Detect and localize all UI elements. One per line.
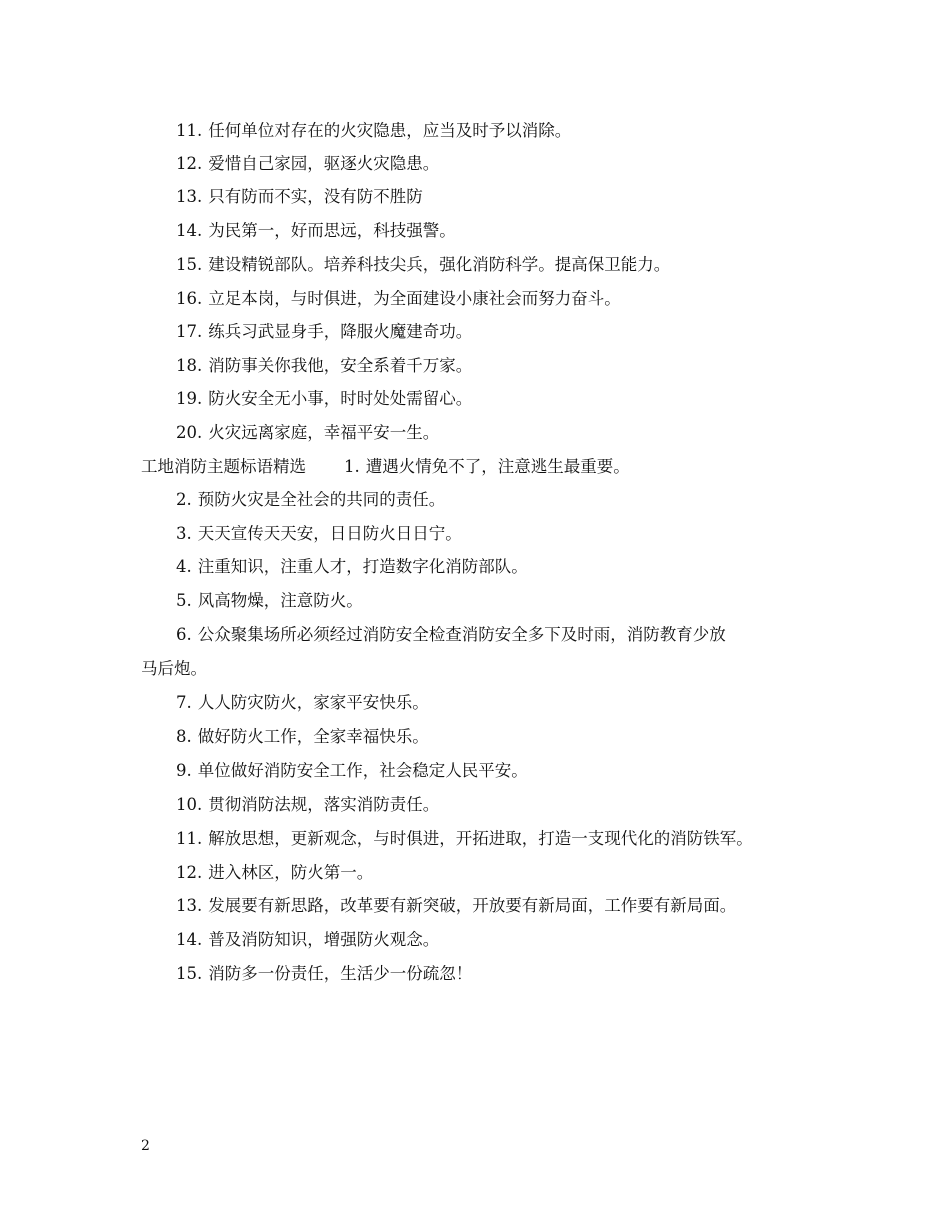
- item-number: 6.: [176, 625, 192, 644]
- item-text: 火灾远离家庭，幸福平安一生。: [208, 423, 440, 442]
- item-text: 单位做好消防安全工作，社会稳定人民平安。: [197, 761, 528, 780]
- list-item: [176, 356, 472, 376]
- item-text: 为民第一，好而思远，科技强警。: [208, 221, 456, 240]
- item-text: 风高物燥，注意防火。: [197, 591, 363, 610]
- list-item: [176, 289, 621, 309]
- item-text: 普及消防知识，增强防火观念。: [208, 930, 440, 949]
- item-number: 7.: [176, 693, 192, 712]
- list-item: [176, 693, 429, 713]
- list-item: [176, 863, 373, 883]
- section-heading-line: [141, 457, 630, 477]
- item-text: 公众聚集场所必须经过消防安全检查消防安全多下及时雨，消防教育少放: [197, 625, 726, 644]
- item-text: 消防事关你我他，安全系着千万家。: [208, 356, 473, 375]
- list-item-continuation: 马后炮。: [141, 659, 207, 678]
- item-text: 练兵习武显身手，降服火魔建奇功。: [208, 322, 473, 341]
- item-number: 20.: [176, 423, 203, 442]
- item-number: 13.: [176, 187, 203, 206]
- list-item: [176, 322, 472, 342]
- item-text: 贯彻消防法规，落实消防责任。: [208, 795, 440, 814]
- item-text: 预防火灾是全社会的共同的责任。: [197, 490, 446, 509]
- item-text: 立足本岗，与时俱进，为全面建设小康社会而努力奋斗。: [208, 289, 621, 308]
- item-number: 15.: [176, 964, 203, 983]
- list-item: [176, 255, 670, 275]
- list-item: [176, 896, 736, 916]
- item-text: 防火安全无小事，时时处处需留心。: [208, 389, 473, 408]
- item-number: 5.: [176, 591, 192, 610]
- item-text: 解放思想，更新观念，与时俱进，开拓进取，打造一支现代化的消防铁军。: [208, 829, 753, 848]
- list-item: [176, 121, 571, 141]
- item-number: 4.: [176, 557, 192, 576]
- list-item: [176, 829, 753, 849]
- list-item: [176, 389, 472, 409]
- item-text: 爱惜自己家园，驱逐火灾隐患。: [208, 154, 440, 173]
- list-item: [176, 727, 429, 747]
- item-text: 只有防而不实，没有防不胜防: [208, 187, 423, 206]
- item-number: 11.: [176, 829, 203, 848]
- item-number: 16.: [176, 289, 203, 308]
- item-text: 进入林区，防火第一。: [208, 863, 374, 882]
- item-number: 18.: [176, 356, 203, 375]
- item-text: 遭遇火情免不了，注意逃生最重要。: [365, 457, 630, 476]
- list-item: [176, 964, 472, 984]
- item-number: 10.: [176, 795, 203, 814]
- list-item: [176, 625, 726, 645]
- list-item: [176, 761, 528, 781]
- item-text: 天天宣传天天安，日日防火日日宁。: [197, 524, 462, 543]
- list-item: [176, 221, 456, 241]
- item-text: 任何单位对存在的火灾隐患，应当及时予以消除。: [208, 121, 572, 140]
- item-number: 17.: [176, 322, 203, 341]
- item-number: 11.: [176, 121, 203, 140]
- item-number: 14.: [176, 930, 203, 949]
- item-number: 12.: [176, 154, 203, 173]
- item-text: 消防多一份责任，生活少一份疏忽！: [208, 964, 473, 983]
- item-number: 12.: [176, 863, 203, 882]
- item-text: 人人防灾防火，家家平安快乐。: [197, 693, 429, 712]
- item-number: 9.: [176, 761, 192, 780]
- item-text: 发展要有新思路，改革要有新突破，开放要有新局面，工作要有新局面。: [208, 896, 737, 915]
- list-item: [176, 524, 462, 544]
- section-heading: 工地消防主题标语精选: [141, 457, 306, 476]
- list-item: [176, 591, 363, 611]
- list-item: [176, 187, 423, 207]
- item-text: 做好防火工作，全家幸福快乐。: [197, 727, 429, 746]
- list-item: [176, 423, 439, 443]
- item-number: 15.: [176, 255, 203, 274]
- item-number: 2.: [176, 490, 192, 509]
- page-number: 2: [141, 1138, 150, 1154]
- item-number: 14.: [176, 221, 203, 240]
- list-item: [176, 557, 528, 577]
- item-text: 建设精锐部队。培养科技尖兵，强化消防科学。提高保卫能力。: [208, 255, 671, 274]
- item-number: 13.: [176, 896, 203, 915]
- list-item: [176, 154, 439, 174]
- item-text: 注重知识，注重人才，打造数字化消防部队。: [197, 557, 528, 576]
- item-number: 8.: [176, 727, 192, 746]
- item-number: 1.: [344, 457, 360, 476]
- item-number: 3.: [176, 524, 192, 543]
- item-number: 19.: [176, 389, 203, 408]
- list-item: [176, 930, 439, 950]
- list-item: [176, 490, 445, 510]
- list-item: [176, 795, 439, 815]
